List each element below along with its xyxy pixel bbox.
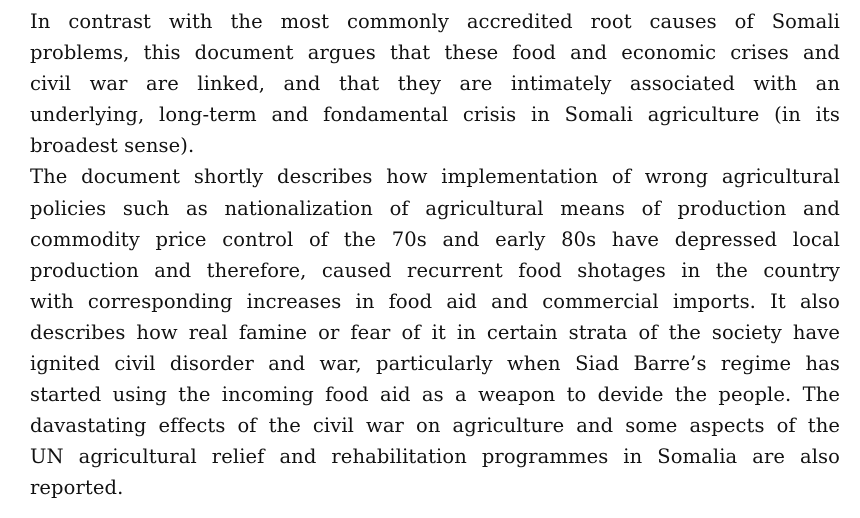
text-line: underlying, long-term and fondamental crisis in Somali agriculture (in its — [30, 103, 840, 127]
text-line: civil war are linked, and that they are intimately associated with an — [30, 72, 840, 96]
text-line: describes how real famine or fear of it in certain strata of the society have — [30, 320, 840, 344]
text-line: broadest sense). — [30, 134, 195, 158]
text-line: problems, this document argues that these food and economic crises and — [30, 41, 840, 65]
document-page — [30, 6, 840, 504]
text-line: ignited civil disorder and war, particularly when Siad Barre’s regime has — [30, 352, 840, 376]
text-line: In contrast with the most commonly accredited root causes of Somali — [30, 10, 840, 33]
text-line: UN agricultural relief and rehabilitation programmes in Somalia are also — [30, 445, 840, 469]
text-line: reported. — [30, 476, 124, 500]
text-line: davastating effects of the civil war on agriculture and some aspects of the — [30, 414, 840, 438]
text-line: with corresponding increases in food aid and commercial imports. It also — [30, 289, 840, 313]
paragraph-1 — [30, 6, 840, 161]
text-line: policies such as nationalization of agricultural means of production and — [30, 196, 840, 220]
paragraph-2 — [30, 161, 840, 503]
text-line: started using the incoming food aid as a weapon to devide the people. The — [30, 383, 840, 407]
text-line: The document shortly describes how implementation of wrong agricultural — [30, 165, 840, 189]
text-line: commodity price control of the 70s and early 80s have depressed local — [30, 227, 840, 251]
text-line: production and therefore, caused recurrent food shotages in the country — [30, 258, 840, 282]
